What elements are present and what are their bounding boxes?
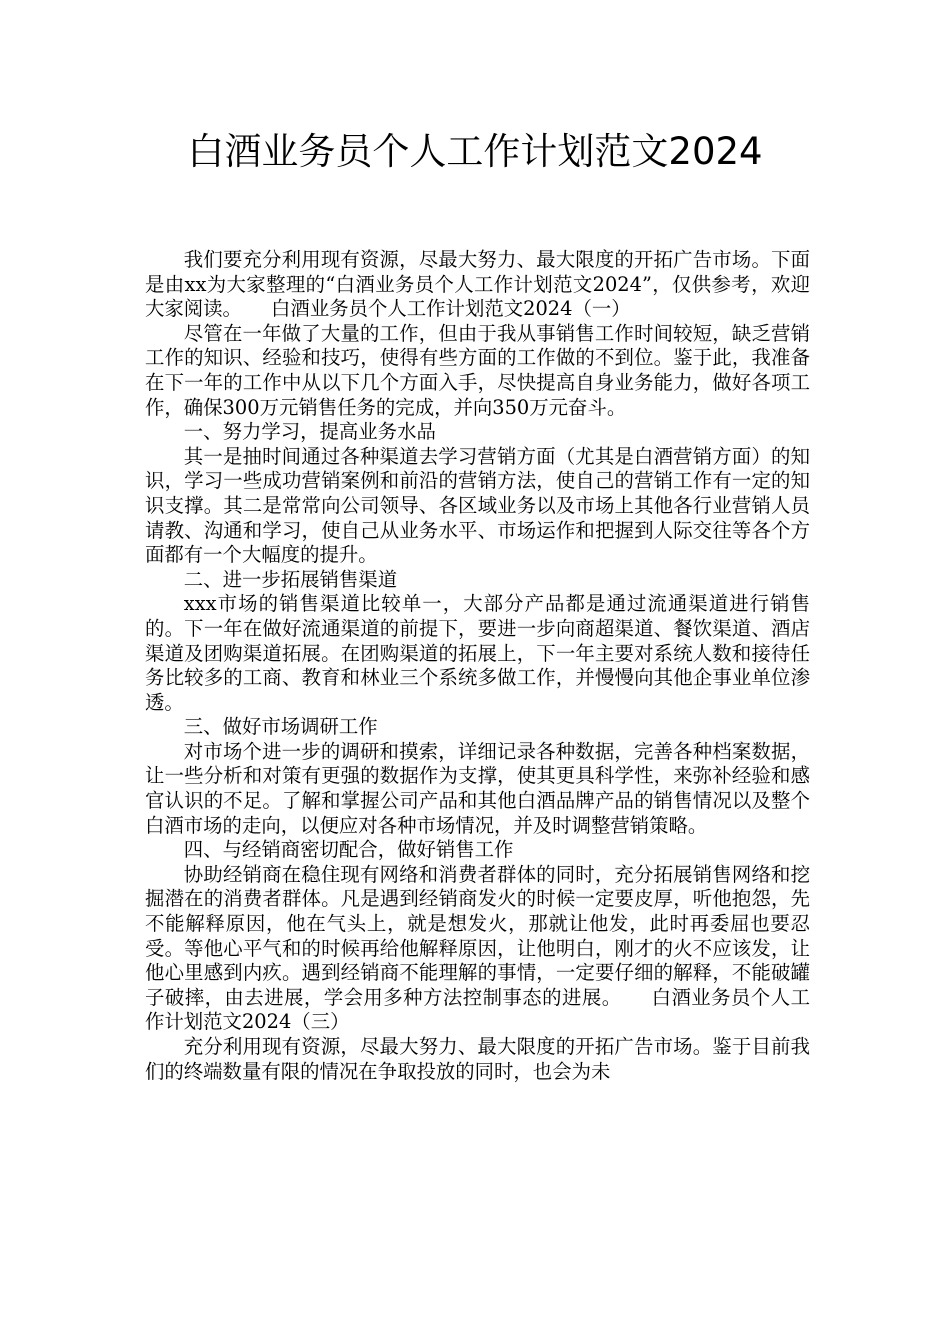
document-title: 白酒业务员个人工作计划范文2024 [187,130,763,173]
paragraph-section-3: 对市场个进一步的调研和摸索，详细记录各种数据，完善各种档案数据，让一些分析和对策有更强的数据作为支撑，使其更具科学性，来弥补经验和感官认识的不足。了解和掌握公司产品和其他白酒品牌产品的销售情况以及整个白酒市场的走向，以便应对各种市场情况，并及时调整营销策略。 [145,739,810,837]
section-heading-3: 三、做好市场调研工作 [183,715,378,739]
paragraph-section-1: 其一是抽时间通过各种渠道去学习营销方面（尤其是白酒营销方面）的知识，学习一些成功营销案例和前沿的营销方法，使自己的营销工作有一定的知识支撑。其二是常常向公司领导、各区域业务以及市场上其他各行业营销人员请教、沟通和学习，使自己从业务水平、市场运作和把握到人际交往等各个方面都有一个大幅度的提升。 [145,444,810,567]
paragraph-intro: 我们要充分利用现有资源，尽最大努力、最大限度的开拓广告市场。下面是由xx为大家整理的“白酒业务员个人工作计划范文2024”，仅供参考，欢迎大家阅读。 白酒业务员个人工作计划范文2024（一） [145,248,810,321]
section-heading-2: 二、进一步拓展销售渠道 [183,567,398,591]
document-body [145,248,810,1084]
section-heading-1: 一、努力学习，提高业务水品 [183,420,436,444]
section-heading-4: 四、与经销商密切配合，做好销售工作 [183,838,514,862]
paragraph-summary: 尽管在一年做了大量的工作，但由于我从事销售工作时间较短，缺乏营销工作的知识、经验和技巧，使得有些方面的工作做的不到位。鉴于此，我准备在下一年的工作中从以下几个方面入手，尽快提高自身业务能力，做好各项工作，确保300万元销售任务的完成，并向350万元奋斗。 [145,321,810,419]
paragraph-section-4: 协助经销商在稳住现有网络和消费者群体的同时，充分拓展销售网络和挖掘潜在的消费者群体。凡是遇到经销商发火的时候一定要皮厚，听他抱怨，先不能解释原因，他在气头上，就是想发火，那就让他发，此时再委屈也要忍受。等他心平气和的时候再给他解释原因，让他明白，刚才的火不应该发，让他心里感到内疚。遇到经销商不能理解的事情，一定要仔细的解释，不能破罐子破摔，由去进展，学会用多种方法控制事态的进展。 白酒业务员个人工作计划范文2024（三） [145,862,810,1034]
paragraph-section-2: xxx市场的销售渠道比较单一，大部分产品都是通过流通渠道进行销售的。下一年在做好流通渠道的前提下，要进一步向商超渠道、餐饮渠道、酒店渠道及团购渠道拓展。在团购渠道的拓展上，下一年主要对系统人数和接待任务比较多的工商、教育和林业三个系统多做工作，并慢慢向其他企事业单位渗透。 [145,592,810,714]
paragraph-part-3: 充分利用现有资源，尽最大努力、最大限度的开拓广告市场。鉴于目前我们的终端数量有限的情况在争取投放的同时，也会为未 [145,1035,810,1083]
